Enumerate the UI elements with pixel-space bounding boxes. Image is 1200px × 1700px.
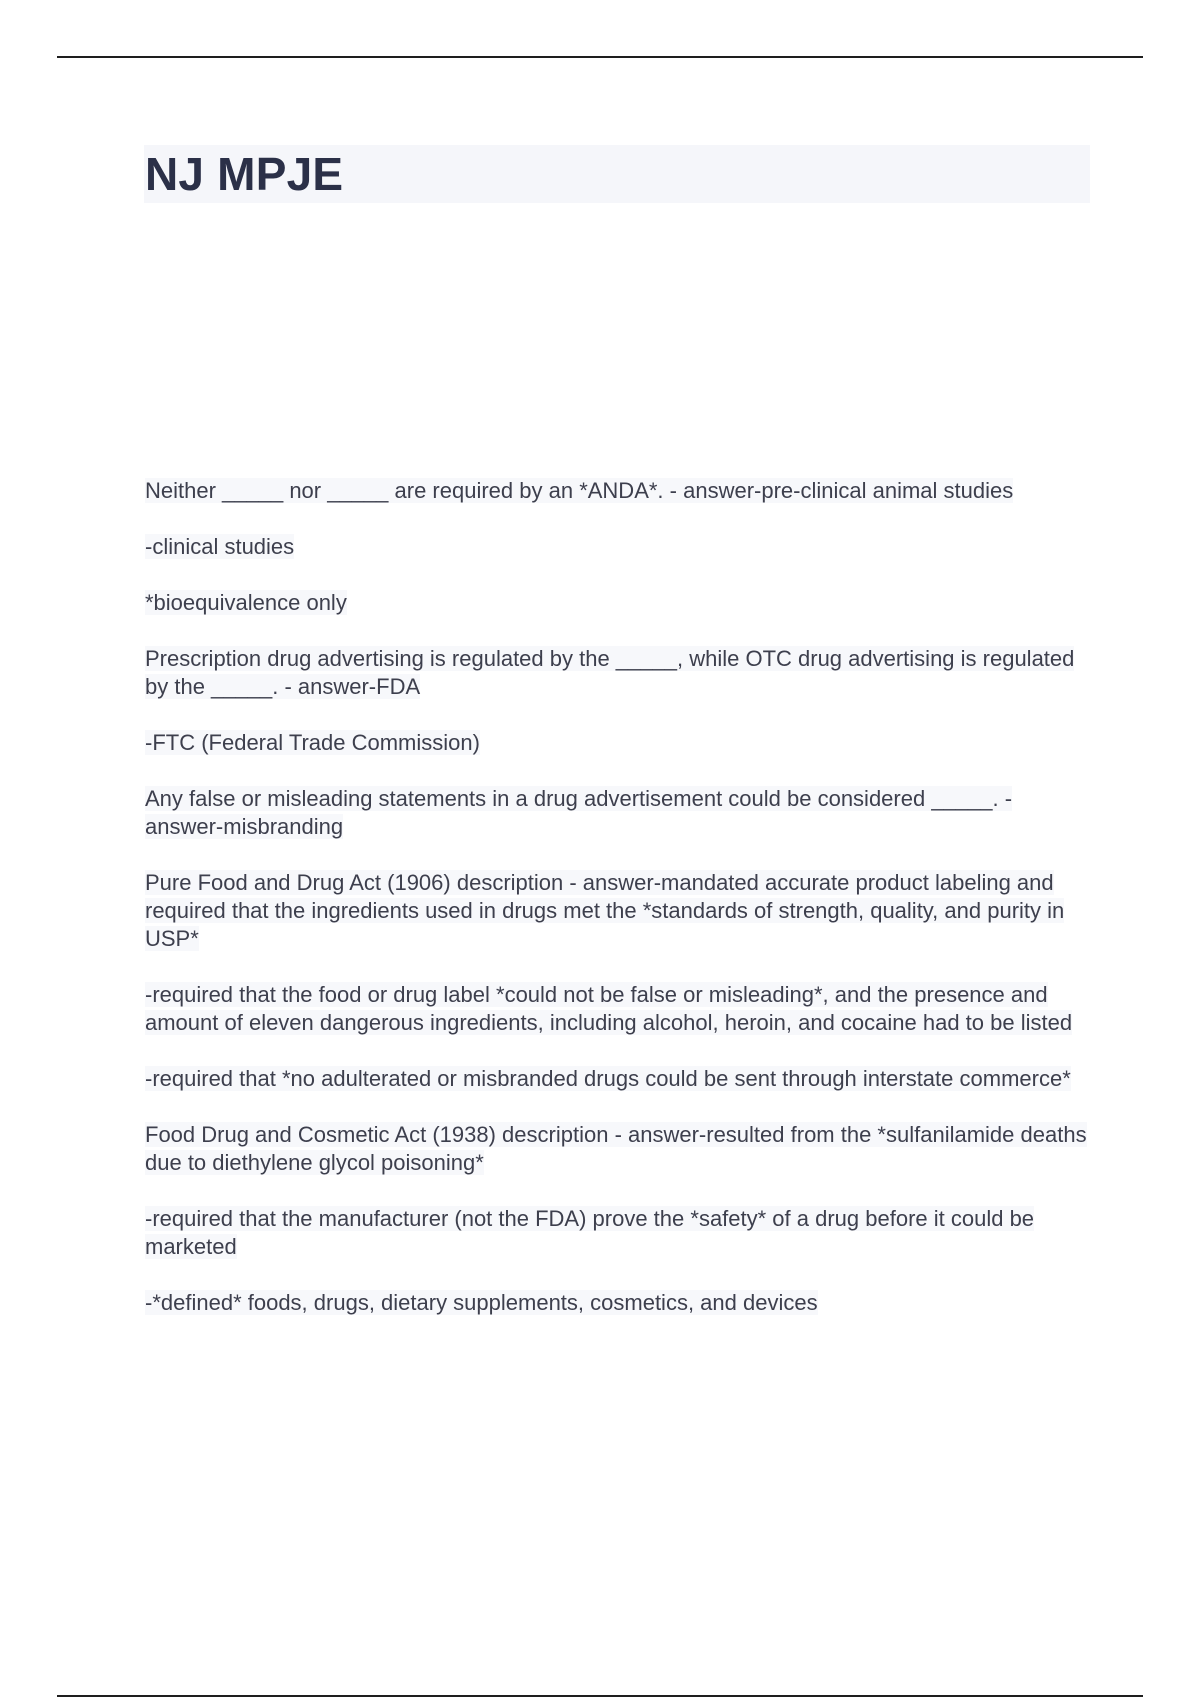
bottom-divider bbox=[57, 1695, 1143, 1697]
document-title: NJ MPJE bbox=[145, 148, 344, 200]
paragraph bbox=[145, 477, 1095, 505]
paragraph-text: Any false or misleading statements in a drug advertisement could be considered _____. - answer-misbranding bbox=[145, 786, 1013, 839]
paragraph-text: Neither _____ nor _____ are required by an *ANDA*. - answer-pre-clinical animal studies bbox=[145, 478, 1014, 503]
paragraph bbox=[145, 533, 1095, 561]
paragraph bbox=[145, 645, 1095, 701]
paragraph bbox=[145, 869, 1095, 953]
paragraph-text: -required that the manufacturer (not the FDA) prove the *safety* of a drug before it could be marketed bbox=[145, 1206, 1035, 1259]
paragraph bbox=[145, 981, 1095, 1037]
paragraph-text: Prescription drug advertising is regulated by the _____, while OTC drug advertising is regulated by the _____. - answer-FDA bbox=[145, 646, 1075, 699]
paragraph-text: -clinical studies bbox=[145, 534, 295, 559]
paragraph bbox=[145, 1289, 1095, 1317]
top-divider bbox=[57, 56, 1143, 58]
paragraph bbox=[145, 1065, 1095, 1093]
paragraph bbox=[145, 785, 1095, 841]
paragraph-text: Food Drug and Cosmetic Act (1938) description - answer-resulted from the *sulfanilamide deaths due to diethylene glycol poisoning* bbox=[145, 1122, 1087, 1175]
paragraph-text: -required that *no adulterated or misbranded drugs could be sent through interstate commerce* bbox=[145, 1066, 1071, 1091]
paragraph bbox=[145, 729, 1095, 757]
document-body bbox=[145, 477, 1095, 1345]
paragraph-text: *bioequivalence only bbox=[145, 590, 347, 615]
paragraph bbox=[145, 589, 1095, 617]
paragraph-text: -required that the food or drug label *could not be false or misleading*, and the presence and amount of eleven dangerous ingredients, including alcohol, heroin, and cocaine had to be listed bbox=[145, 982, 1073, 1035]
paragraph bbox=[145, 1121, 1095, 1177]
paragraph-text: -*defined* foods, drugs, dietary supplements, cosmetics, and devices bbox=[145, 1290, 818, 1315]
paragraph-text: Pure Food and Drug Act (1906) description - answer-mandated accurate product labeling and required that the ingredients used in drugs met the *standards of strength, quality, and purity in USP* bbox=[145, 870, 1065, 951]
paragraph bbox=[145, 1205, 1095, 1261]
paragraph-text: -FTC (Federal Trade Commission) bbox=[145, 730, 480, 755]
